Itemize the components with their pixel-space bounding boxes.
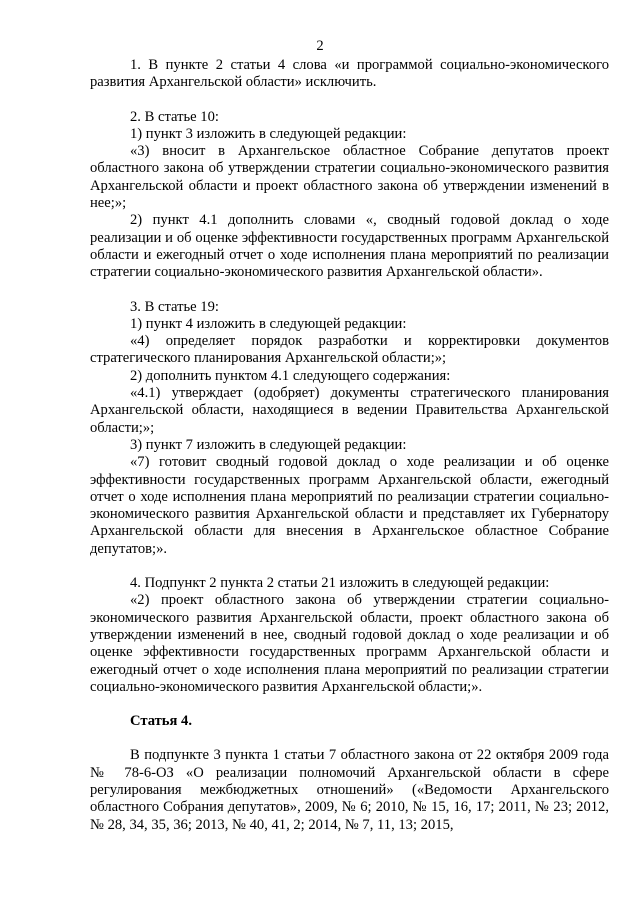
- paragraph-spacer: [90, 558, 609, 575]
- paragraph-spacer: [90, 696, 609, 713]
- paragraph-quote: «3) вносит в Архангельское областное Собрание депутатов проект областного закона об утверждении стратегии социально-экономического развития Архангельской области и проект областного закона об утверждении изменений в нее;»;: [90, 143, 609, 212]
- paragraph-spacer: [90, 282, 609, 299]
- paragraph-subitem: 2) дополнить пунктом 4.1 следующего содержания:: [130, 367, 451, 384]
- paragraph-spacer: [90, 730, 609, 747]
- paragraph-subitem: 1) пункт 4 изложить в следующей редакции:: [130, 315, 407, 332]
- page-number: 2: [316, 38, 324, 54]
- paragraph-quote: «2) проект областного закона об утверждении стратегии социально-экономического развития Архангельской области, проект областного закона об утверждении изменений в нее, сводный годовой доклад о ходе реализации и об оценке эффективности государственных программ Архангельской области и ежегодный отчет о ходе исполнения плана мероприятий по реализации стратегии социально-экономического развития Архангельской области;».: [90, 592, 609, 695]
- paragraph-quote: «7) готовит сводный годовой доклад о ходе реализации и об оценке эффективности государственных программ Архангельской области, ежегодный отчет о ходе исполнения плана мероприятий по реализации стратегии социально-экономического развития Архангельской области и представляет их Губернатору Архангельской области для внесения в Архангельское областное Собрание депутатов;».: [90, 454, 609, 557]
- paragraph-article3-item1: 1. В пункте 2 статьи 4 слова «и программой социально-экономического развития Архангельской области» исключить.: [90, 57, 609, 91]
- paragraph-quote: «4.1) утверждает (одобряет) документы стратегического планирования Архангельской области, находящиеся в ведении Правительства Архангельской области;»;: [90, 385, 609, 436]
- paragraph-article3-item4: 4. Подпункт 2 пункта 2 статьи 21 изложить в следующей редакции:: [130, 575, 550, 592]
- paragraph-subitem: 2) пункт 4.1 дополнить словами «, сводный годовой доклад о ходе реализации и об оценке эффективности государственных программ Архангельской области и ежегодный отчет о ходе исполнения плана мероприятий по реализации стратегии социально-экономического развития Архангельской области».: [90, 212, 609, 281]
- paragraph-subitem: 3) пункт 7 изложить в следующей редакции:: [130, 436, 407, 453]
- paragraph-article4-text: В подпункте 3 пункта 1 статьи 7 областного закона от 22 октября 2009 года № 78-6-ОЗ «О реализации полномочий Архангельской области в сфере регулирования межбюджетных отношений» («Ведомости Архангельского областного Собрания депутатов», 2009, № 6; 2010, № 15, 16, 17; 2011, № 23; 2012, № 28, 34, 35, 36; 2013, № 40, 41, 2; 2014, № 7, 11, 13; 2015,: [90, 747, 609, 833]
- paragraph-article3-item3: 3. В статье 19:: [130, 298, 219, 315]
- document-body: [90, 57, 609, 834]
- paragraph-quote: «4) определяет порядок разработки и корректировки документов стратегического планирования Архангельской области;»;: [90, 333, 609, 367]
- article-heading: Статья 4.: [130, 713, 192, 730]
- paragraph-article3-item2: 2. В статье 10:: [130, 108, 219, 125]
- paragraph-spacer: [90, 92, 609, 109]
- paragraph-subitem: 1) пункт 3 изложить в следующей редакции:: [130, 125, 407, 142]
